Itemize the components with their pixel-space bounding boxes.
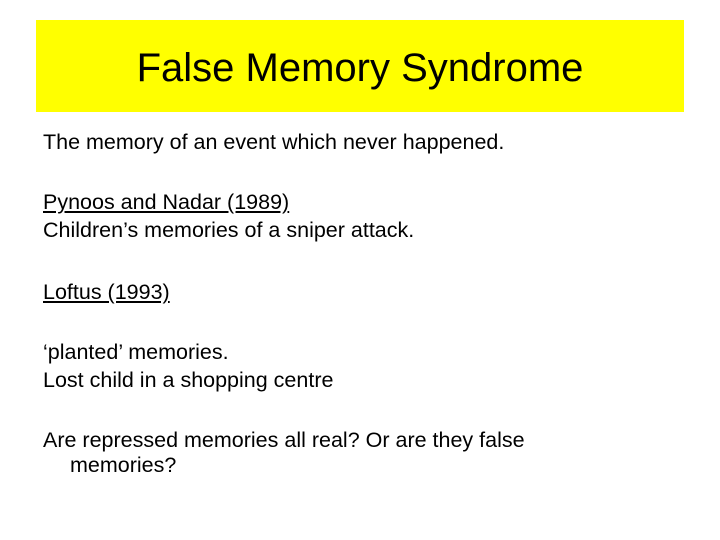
definition-text: The memory of an event which never happened. [43, 130, 505, 154]
study1-heading: Pynoos and Nadar (1989) [43, 190, 290, 214]
title-banner [36, 20, 684, 112]
study2-line2: Lost child in a shopping centre [43, 368, 334, 392]
question-line1: Are repressed memories all real? Or are they false [43, 428, 525, 452]
question-line2: memories? [70, 453, 177, 477]
study2-line1: ‘planted’ memories. [43, 340, 229, 364]
study2-heading: Loftus (1993) [43, 280, 170, 304]
study1-description: Children’s memories of a sniper attack. [43, 218, 415, 242]
slide-title: False Memory Syndrome [136, 46, 584, 90]
